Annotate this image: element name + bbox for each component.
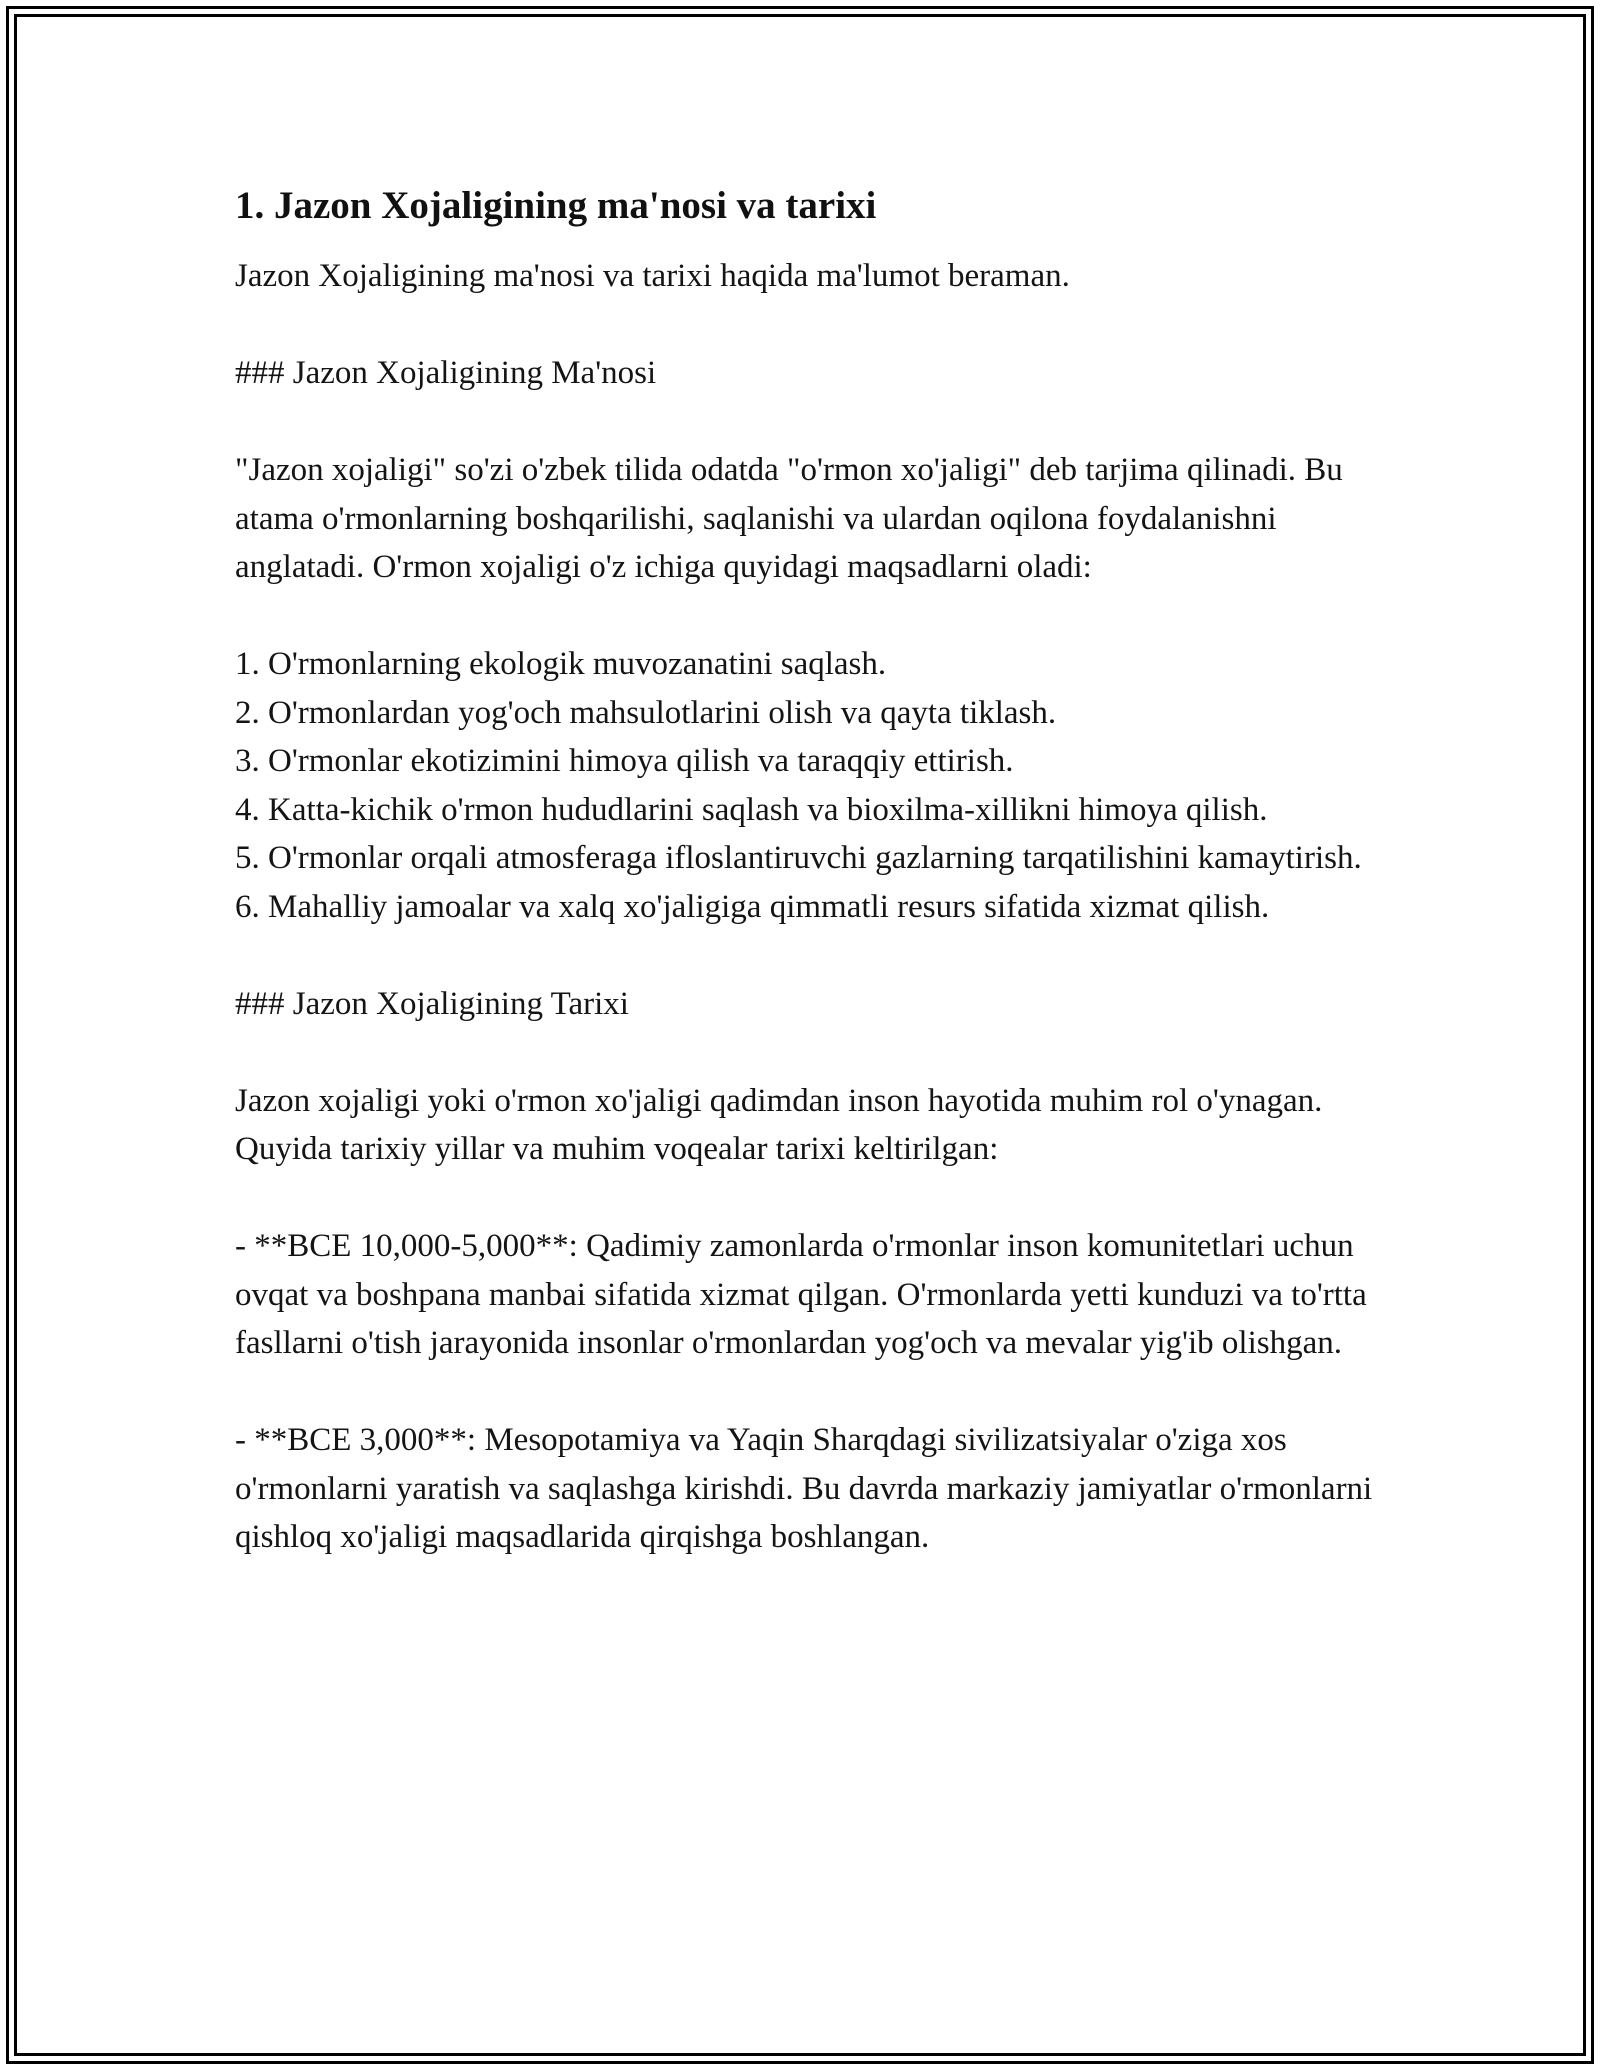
history-paragraph: Jazon xojaligi yoki o'rmon xo'jaligi qadimdan inson hayotida muhim rol o'ynagan. Quyida tarixiy yillar va muhim voqealar tarixi keltirilgan: xyxy=(235,1082,1323,1167)
goals-list xyxy=(235,640,1395,931)
list-item: 6. Mahalliy jamoalar va xalq xo'jaligiga qimmatli resurs sifatida xizmat qilish. xyxy=(235,888,1270,925)
document-body xyxy=(235,182,1395,1610)
history-entry-1: - **BCE 10,000-5,000**: Qadimiy zamonlarda o'rmonlar inson komunitetlari uchun ovqat va boshpana manbai sifatida xizmat qilgan. O'rmonlarda yetti kunduzi va to'rtta fasllarni o'tish jarayonida insonlar o'rmonlardan yog'och va mevalar yig'ib olishgan. xyxy=(235,1228,1367,1361)
list-item: 2. O'rmonlardan yog'och mahsulotlarini olish va qayta tiklash. xyxy=(235,694,1057,731)
list-item: 4. Katta-kichik o'rmon hududlarini saqlash va bioxilma-xillikni himoya qilish. xyxy=(235,791,1268,828)
intro-paragraph: Jazon Xojaligining ma'nosi va tarixi haqida ma'lumot beraman. xyxy=(235,258,1070,294)
document-title: 1. Jazon Xojaligining ma'nosi va tarixi xyxy=(235,184,877,227)
history-entry-2: - **BCE 3,000**: Mesopotamiya va Yaqin Sharqdagi sivilizatsiyalar o'ziga xos o'rmonlarni yaratish va saqlashga kirishdi. Bu davrda markaziy jamiyatlar o'rmonlarni qishloq xo'jaligi maqsadlarida qirqishga boshlangan. xyxy=(235,1422,1373,1555)
list-item: 1. O'rmonlarning ekologik muvozanatini saqlash. xyxy=(235,646,887,682)
meaning-paragraph: "Jazon xojaligi" so'zi o'zbek tilida odatda "o'rmon xo'jaligi" deb tarjima qilinadi. Bu atama o'rmonlarning boshqarilishi, saqlanishi va ulardan oqilona foydalanishni anglatadi. O'rmon xojaligi o'z ichiga quyidagi maqsadlarni oladi: xyxy=(235,452,1343,585)
list-item: 3. O'rmonlar ekotizimini himoya qilish va taraqqiy ettirish. xyxy=(235,743,1014,779)
section-heading-meaning: ### Jazon Xojaligining Ma'nosi xyxy=(235,355,657,391)
list-item: 5. O'rmonlar orqali atmosferaga ifloslantiruvchi gazlarning tarqatilishini kamaytirish. xyxy=(235,840,1362,876)
section-heading-history: ### Jazon Xojaligining Tarixi xyxy=(235,985,629,1022)
